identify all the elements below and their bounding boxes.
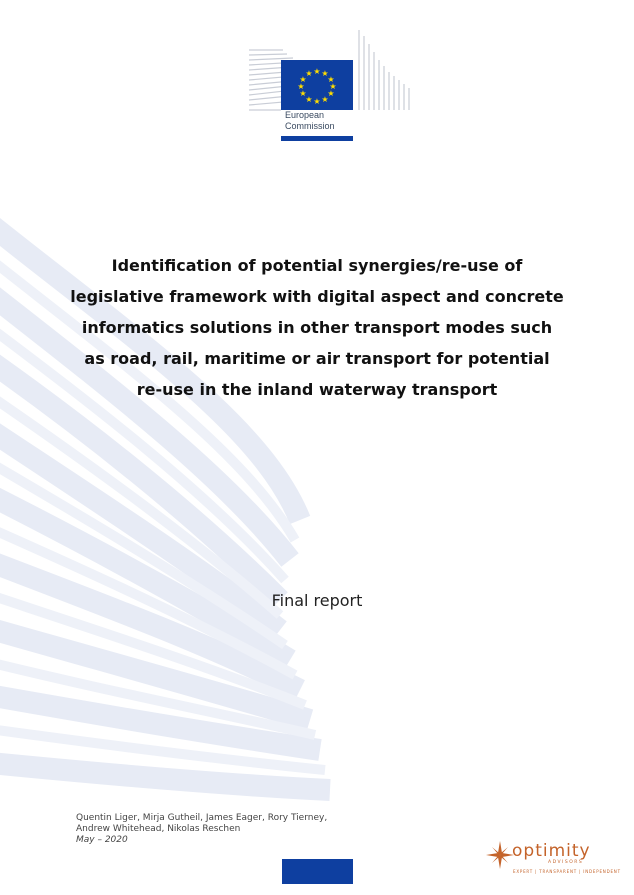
svg-text:★: ★: [305, 69, 313, 78]
svg-text:★: ★: [313, 67, 321, 76]
report-subtitle: Final report: [271, 591, 363, 610]
svg-text:★: ★: [299, 89, 307, 98]
authors-line1: Quentin Liger, Mirja Gutheil, James Eager, Rory Tierney,: [76, 813, 328, 823]
svg-text:★: ★: [327, 75, 335, 84]
svg-text:★: ★: [329, 82, 337, 91]
author-block: [76, 813, 376, 846]
commission-wordmark: [285, 110, 335, 132]
svg-text:★: ★: [299, 75, 307, 84]
svg-text:★: ★: [305, 95, 313, 104]
svg-text:★: ★: [327, 89, 335, 98]
optimity-sub: ADVISORS: [548, 860, 584, 865]
report-title: Identification of potential synergies/re-use of legislative framework with digital aspect and concrete informatics solutions in other transport modes such as road, rail, maritime or air transport for potential re-use in the inland waterway transport: [70, 256, 564, 399]
authors-line2: Andrew Whitehead, Nikolas Reschen: [76, 824, 241, 834]
optimity-wordmark: optimity: [512, 841, 591, 861]
compass-icon: [486, 841, 514, 869]
optimity-tagline: EXPERT | TRANSPARENT | INDEPENDENT: [513, 869, 621, 874]
eu-blue-bar: [282, 859, 353, 884]
wordmark-line1: European: [285, 110, 325, 120]
svg-text:★: ★: [297, 82, 305, 91]
svg-text:★: ★: [321, 69, 329, 78]
publication-date: May – 2020: [76, 835, 128, 845]
svg-text:★: ★: [313, 97, 321, 106]
svg-text:★: ★: [321, 95, 329, 104]
wordmark-line2: Commission: [285, 121, 335, 131]
